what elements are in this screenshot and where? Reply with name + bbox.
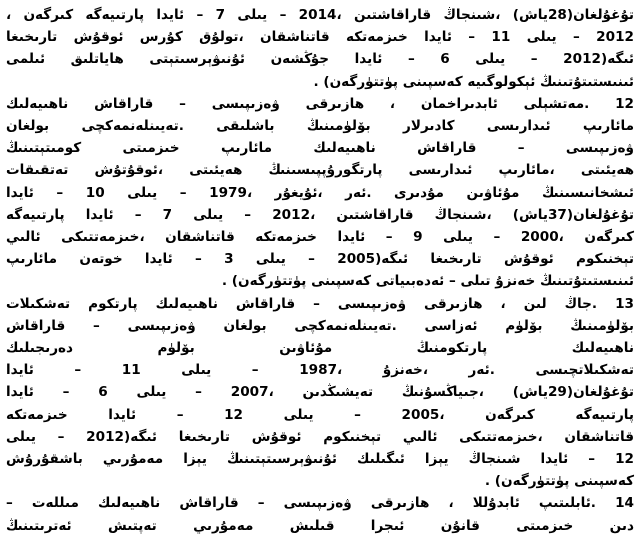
text-line: ئىشخانىسىنىڭ مۇئاۋىن مۇدىرى .ئەر ،ئۇيغۇر ،1979 – يىلى 10 – ئايدا [6,184,635,201]
text-line: ئىگە(2012 – يىلى 6 – ئايدا جۇڭشەن ئۇنىۋېرسىتېتى ھاياتلىق ئىلمى [6,51,635,68]
text-line: 12 .مەتشېلى ئابدىراخمان ، ھازىرقى ۋەزىپىسى – قاراقاش ناھىيەلىك [6,95,634,112]
text-line: كەسپىنى پۈتتۈرگەن) . [484,473,634,490]
text-line: ئىنىستىتۇتىنىڭ خەنزۇ تىلى – ئەدەبىياتى كەسپىنى پۈتتۈرگەن) . [221,273,634,290]
text-line: بۆلۈمىنىڭ بۆلۈم ئەزاسى .تەيىنلەنمەكچى بولغان ۋەزىپىسى – قاراقاش [6,317,634,334]
text-line: تېخنىكوم ئوقۇش تارىخىغا ئىگە(2005 – يىلى 3 – ئايدا خوتەن مائارىپ [6,251,634,268]
text-line: 13 .جاڭ لىن ، ھازىرقى ۋەزىپىسى – قاراقاش ناھىيەلىك پارتكوم تەشكىلات [6,295,634,312]
text-line: 12 – ئايدا شىنجاڭ يېزا ئىگىلىك ئۇنىۋېرسىتېتىنىڭ يېزا مەمۇرىي باشقۇرۇش [6,451,634,468]
text-line: پارتىيەگە كىرگەن ،2005 – يىلى 12 – ئايدا خىزمەتكە [6,406,634,423]
text-line: تۇغۇلغان(37ياش) ،شىنجاڭ قاراقاشتىن ،2012 – يىلى 7 – ئايدا پارتىيەگە [6,206,635,223]
text-line: 14 .ئابلىتىپ ئابدۇللا ، ھازىرقى ۋەزىپىسى – قاراقاش ناھىيەلىك مىللەت – [6,495,634,512]
text-line: كىرگەن ،2000 – يىلى 9 – ئايدا خىزمەتكە قاتناشقان ،خىزمەتتىكى ئالىي [6,229,635,246]
text-line: قاتناشقان ،خىزمەتتىكى ئالىي تېخنىكوم ئوقۇش تارىخىغا ئىگە(2012 – يىلى [6,428,634,445]
text-line: دىن خىزمىتى قانۇن ئىجرا قىلىش مەمۇرىي تەپتىش ئەترىتىنىڭ [6,517,634,534]
text-line: تەشكىلاتچىسى .ئەر ،خەنزۇ ،1987 – يىلى 11 – ئايدا [6,362,634,379]
text-line: مائارىپ ئىدارىسى كادىرلار بۆلۈمىنىڭ باشلىقى .تەيىنلەنمەكچى بولغان [6,118,634,135]
text-line: 2012 – يىلى 11 – ئايدا خىزمەتكە قاتناشقان ،تولۇق كۇرس ئوقۇش تارىخىغا [6,29,634,46]
text-line: تۇغۇلغان(28ياش) ،شىنجاڭ قاراقاشتىن ،2014 – يىلى 7 – ئايدا پارتىيەگە كىرگەن ، [6,7,634,23]
text-line: ناھىيەلىك پارتكومنىڭ مۇئاۋىن بۆلۈم دەرىجىلىك [6,340,634,357]
text-line: تۇغۇلغان(29ياش) ،جىياڭسۇنىڭ تەيشىڭدىن ،2007 – يىلى 6 – ئايدا [6,384,634,401]
text-line: ۋەزىپىسى – قاراقاش ناھىيەلىك مائارىپ خىزمىتى كومىتېتىنىڭ [6,140,634,157]
text-line: ھەيئىتى ،مائارىپ ئىدارىسى پارتگورۇپپىسىنىڭ ھەيئىتى ،ئوقۇتۇش تەتقىقات [6,162,634,179]
text-line: ئىنىستىتۇتىنىڭ ئېكولوگىيە كەسپىنى پۈتتۈرگەن) . [313,73,634,90]
